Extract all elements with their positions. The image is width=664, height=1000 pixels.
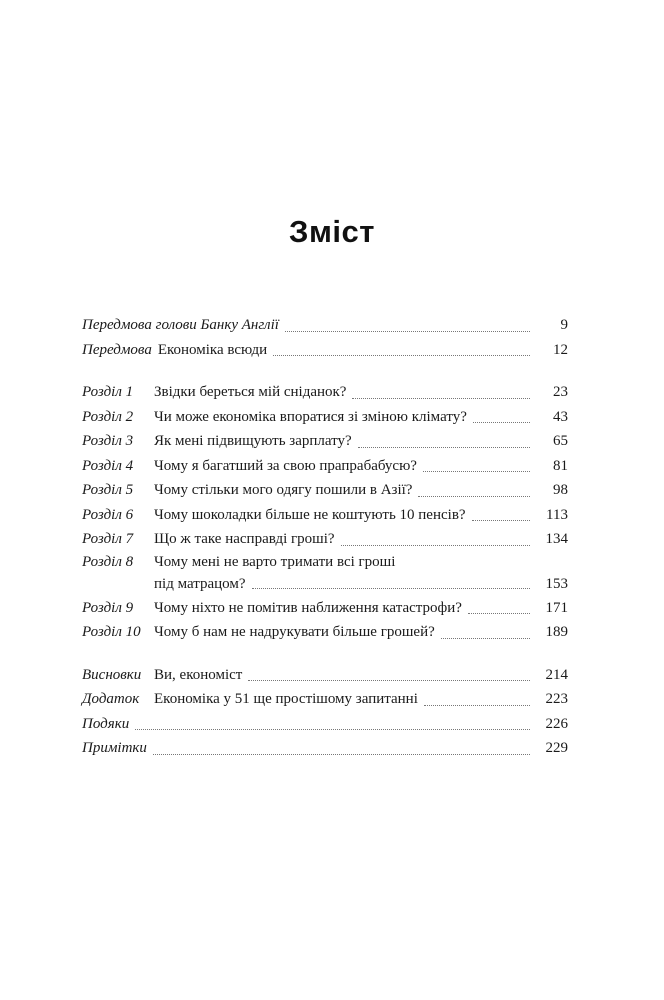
entry-label: Додаток (82, 691, 140, 707)
chapter-label: Розділ 9 (82, 599, 134, 616)
entry-title: Економіка всюди (157, 341, 268, 358)
chapter-label: Розділ 7 (82, 531, 134, 547)
chapter-label: Розділ 4 (82, 457, 134, 474)
chapter-title: Що ж таке насправді гроші? (154, 531, 335, 547)
entry-title: Економіка у 51 ще простішому запитанні (154, 691, 418, 707)
dot-leader (358, 447, 530, 448)
page-number: 226 (545, 715, 568, 732)
dot-leader (473, 422, 530, 423)
toc-entry-foreword[interactable] (82, 338, 568, 363)
dot-leader (468, 613, 530, 614)
page-number: 65 (553, 433, 568, 449)
dot-leader (441, 638, 530, 639)
entry-label: Примітки (82, 740, 147, 756)
dot-leader (252, 588, 530, 589)
page-number: 43 (553, 408, 568, 425)
dot-leader (248, 680, 530, 681)
dot-leader (418, 496, 530, 497)
toc-entry-chapter-8[interactable] (82, 552, 568, 596)
chapter-title: Чому я багатший за свою прапрабабусю? (154, 457, 417, 474)
page-number: 223 (545, 691, 568, 707)
toc-entry-notes[interactable] (82, 736, 568, 761)
chapter-title: Звідки береться мій сніданок? (154, 384, 347, 400)
toc-entry-chapter-2[interactable] (82, 405, 568, 430)
toc-entry-chapter-3[interactable] (82, 429, 568, 454)
page-number: 153 (545, 575, 568, 592)
dot-leader (285, 331, 530, 332)
toc-entry-acknowledgements[interactable] (82, 712, 568, 737)
dot-leader (424, 705, 530, 706)
dot-leader (135, 729, 530, 730)
toc-entry-conclusions[interactable] (82, 663, 568, 688)
entry-label: Подяки (82, 715, 130, 732)
entry-label: Передмова голови Банку Англії (82, 317, 279, 333)
page-number: 113 (546, 506, 568, 523)
page-number: 98 (553, 482, 568, 498)
toc-entry-chapter-5[interactable] (82, 478, 568, 503)
page-number: 12 (553, 341, 568, 358)
dot-leader (273, 355, 530, 356)
chapter-label: Розділ 6 (82, 506, 134, 523)
toc-entry-foreword-governor[interactable] (82, 313, 568, 338)
chapter-label: Розділ 2 (82, 408, 134, 425)
page-number: 9 (560, 317, 568, 333)
page-number: 229 (545, 740, 568, 756)
chapter-title: Чому мені не варто тримати всі гроші (154, 553, 396, 570)
chapter-label: Розділ 5 (82, 482, 134, 498)
dot-leader (352, 398, 530, 399)
dot-leader (472, 520, 530, 521)
toc-entry-appendix[interactable] (82, 687, 568, 712)
toc-entry-chapter-9[interactable] (82, 596, 568, 621)
page-number: 23 (553, 384, 568, 400)
chapter-title: Чому б нам не надрукувати більше грошей? (154, 624, 435, 640)
toc-entry-chapter-4[interactable] (82, 454, 568, 479)
page-number: 189 (545, 624, 568, 640)
dot-leader (153, 754, 530, 755)
chapter-label: Розділ 8 (82, 553, 134, 570)
chapter-label: Розділ 1 (82, 384, 134, 400)
chapter-label: Розділ 10 (82, 624, 141, 640)
dot-leader (341, 545, 530, 546)
chapter-title-continued: під матрацом? (154, 575, 246, 592)
chapter-title: Чому ніхто не помітив наближення катастрофи? (154, 599, 462, 616)
page-number: 171 (545, 599, 568, 616)
chapter-title: Чому шоколадки більше не коштують 10 пенсів? (154, 506, 466, 523)
entry-title: Ви, економіст (154, 666, 243, 683)
chapter-label: Розділ 3 (82, 433, 134, 449)
chapter-title: Чи може економіка впоратися зі зміною клімату? (154, 408, 467, 425)
page-number: 81 (553, 457, 568, 474)
table-of-contents (82, 313, 568, 761)
dot-leader (423, 471, 530, 472)
toc-title: Зміст (289, 214, 375, 249)
page-number: 134 (545, 531, 568, 547)
chapter-title: Чому стільки мого одягу пошили в Азії? (154, 482, 413, 498)
toc-entry-chapter-10[interactable] (82, 620, 568, 645)
entry-label: Висновки (82, 666, 142, 683)
toc-entry-chapter-1[interactable] (82, 380, 568, 405)
entry-label: Передмова (82, 341, 152, 358)
page-number: 214 (545, 666, 568, 683)
toc-entry-chapter-7[interactable] (82, 527, 568, 552)
chapter-title: Як мені підвищують зарплату? (154, 433, 352, 449)
toc-entry-chapter-6[interactable] (82, 503, 568, 528)
